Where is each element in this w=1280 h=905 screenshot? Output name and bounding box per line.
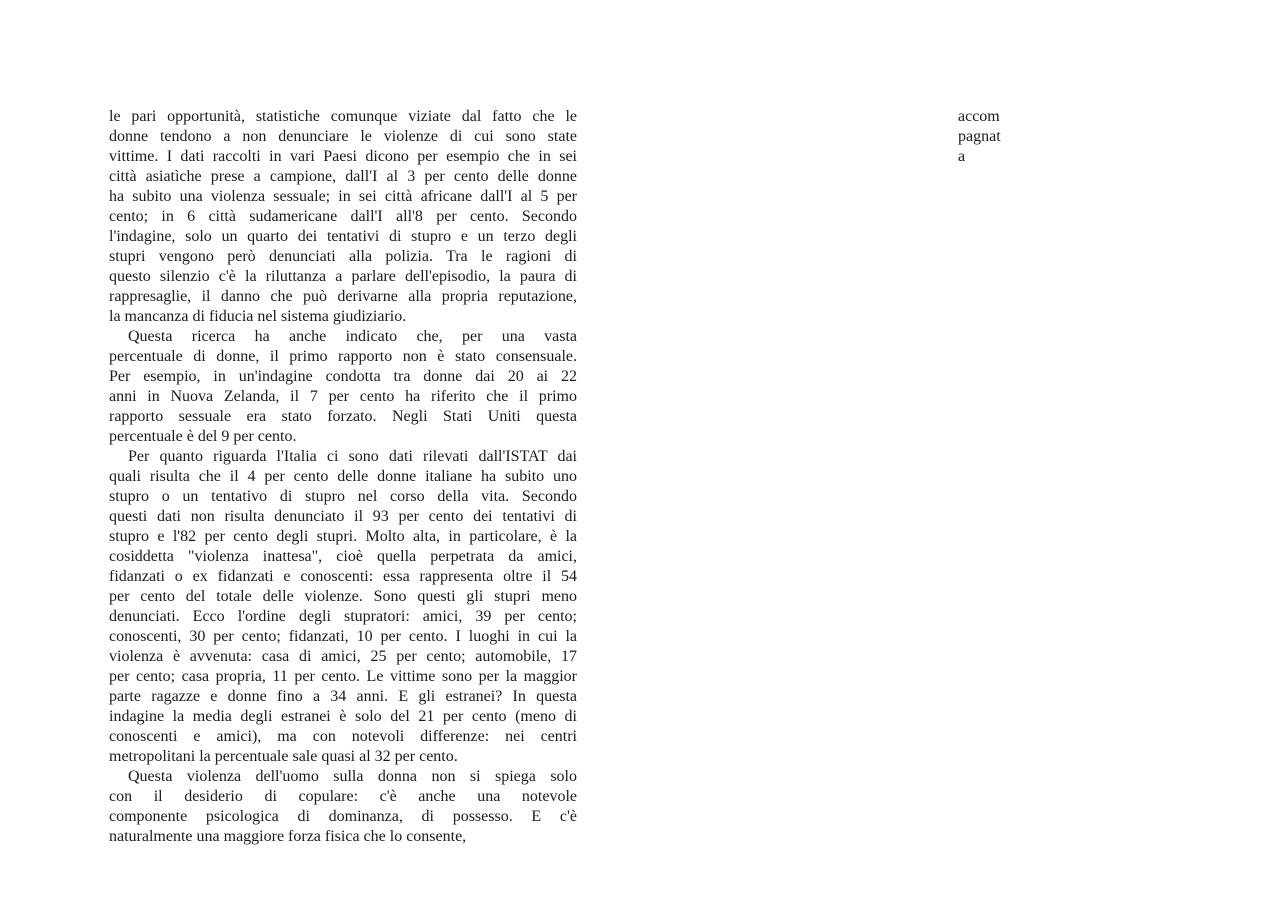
text-line: Questa ricerca ha anche indicato che, per una vasta	[128, 328, 577, 345]
text-line: rappresaglie, il danno che può derivarne alla propria reputazione,	[109, 288, 577, 305]
text-line: per cento del totale delle violenze. Sono questi gli stupri meno	[109, 588, 577, 605]
text-line: con il desiderio di copulare: c'è anche una notevole	[109, 788, 577, 805]
text-line: stupri vengono però denunciati alla polizia. Tra le ragioni di	[109, 248, 577, 265]
text-line: per cento; casa propria, 11 per cento. Le vittime sono per la maggior	[109, 668, 577, 685]
text-line: cosiddetta "violenza inattesa", cioè quella perpetrata da amici,	[109, 548, 577, 565]
text-line: naturalmente una maggiore forza fisica che lo consente,	[109, 828, 467, 845]
text-line: conoscenti, 30 per cento; fidanzati, 10 per cento. I luoghi in cui la	[109, 628, 577, 645]
text-line: città asiatìche prese a campione, dall'I al 3 per cento delle donne	[109, 168, 577, 185]
text-line: l'indagine, solo un quarto dei tentativi di stupro e un terzo degli	[109, 228, 577, 245]
text-line: violenza è avvenuta: casa di amici, 25 per cento; automobile, 17	[109, 648, 577, 665]
paragraph	[109, 327, 577, 447]
text-line: indagine la media degli estranei è solo del 21 per cento (meno di	[109, 708, 577, 725]
text-line: quali risulta che il 4 per cento delle donne italiane ha subito uno	[109, 468, 577, 485]
text-line: Per quanto riguarda l'Italia ci sono dati rilevati dall'ISTAT dai	[128, 448, 577, 465]
text-line: componente psicologica di dominanza, di possesso. E c'è	[109, 808, 577, 825]
text-line: donne tendono a non denunciare le violenze di cui sono state	[109, 128, 577, 145]
text-line: vittime. I dati raccolti in vari Paesi dicono per esempio che in sei	[109, 148, 577, 165]
text-line: conoscenti e amici), ma con notevoli differenze: nei centri	[109, 728, 577, 745]
text-line: stupro e l'82 per cento degli stupri. Molto alta, in particolare, è la	[109, 528, 577, 545]
paragraph	[109, 107, 577, 327]
side-text-column	[958, 107, 1028, 167]
text-line: ha subito una violenza sessuale; in sei città africane dall'I al 5 per	[109, 188, 577, 205]
text-line: stupro o un tentativo di stupro nel corso della vita. Secondo	[109, 488, 577, 505]
text-line: cento; in 6 città sudamericane dall'I all'8 per cento. Secondo	[109, 208, 577, 225]
text-line: la mancanza di fiducia nel sistema giudiziario.	[109, 308, 407, 325]
text-line: anni in Nuova Zelanda, il 7 per cento ha riferito che il primo	[109, 388, 577, 405]
text-line: percentuale di donne, il primo rapporto non è stato consensuale.	[109, 348, 577, 365]
text-line: parte ragazze e donne fino a 34 anni. E gli estranei? In questa	[109, 688, 577, 705]
text-line: percentuale è del 9 per cento.	[109, 428, 297, 445]
text-line: Per esempio, in un'indagine condotta tra donne dai 20 ai 22	[109, 368, 577, 385]
text-line: fidanzati o ex fidanzati e conoscenti: essa rappresenta oltre il 54	[109, 568, 577, 585]
text-line: questi dati non risulta denunciato il 93 per cento dei tentativi di	[109, 508, 577, 525]
side-text-line: accom	[958, 108, 1000, 125]
text-line: le pari opportunità, statistiche comunque viziate dal fatto che le	[109, 108, 577, 125]
side-text-line: a	[958, 148, 966, 165]
side-text-line: pagnat	[958, 128, 1001, 145]
paragraph	[109, 447, 577, 767]
text-line: Questa violenza dell'uomo sulla donna non si spiega solo	[128, 768, 577, 785]
text-line: denunciati. Ecco l'ordine degli stupratori: amici, 39 per cento;	[109, 608, 577, 625]
main-text-column	[109, 107, 577, 847]
text-line: questo silenzio c'è la riluttanza a parlare dell'episodio, la paura di	[109, 268, 577, 285]
text-line: metropolitani la percentuale sale quasi al 32 per cento.	[109, 748, 458, 765]
text-line: rapporto sessuale era stato forzato. Negli Stati Uniti questa	[109, 408, 577, 425]
paragraph	[109, 767, 577, 847]
